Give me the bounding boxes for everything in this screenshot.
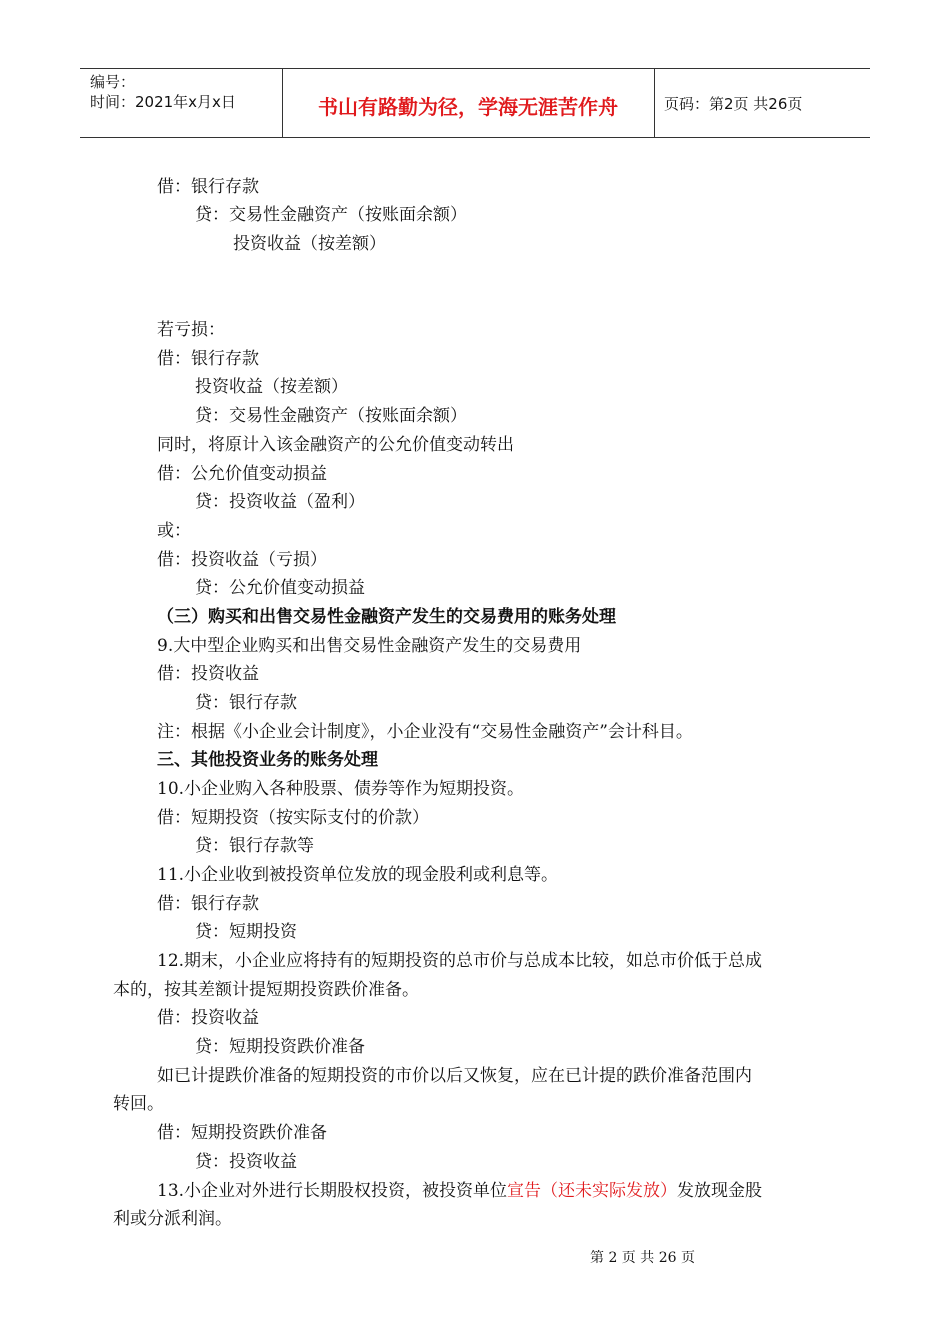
journal-credit-line: 投资收益（按差额） <box>233 234 386 254</box>
journal-credit-line: 贷：公允价值变动损益 <box>195 578 365 598</box>
note-line: 注：根据《小企业会计制度》，小企业没有“交易性金融资产”会计科目。 <box>157 722 693 742</box>
journal-debit-line: 借：投资收益（亏损） <box>157 550 327 570</box>
document-date: 时间：2021年x月x日 <box>90 93 236 111</box>
header-page-info: 页码：第2页 共26页 <box>664 95 803 113</box>
journal-debit-line: 借：银行存款 <box>157 177 259 197</box>
journal-credit-line: 贷：短期投资 <box>195 922 297 942</box>
text-line: 11.小企业收到被投资单位发放的现金股利或利息等。 <box>157 865 559 885</box>
journal-credit-line: 贷：银行存款等 <box>195 836 314 856</box>
journal-credit-line: 贷：交易性金融资产（按账面余额） <box>195 406 467 426</box>
journal-credit-line: 贷：短期投资跌价准备 <box>195 1037 365 1057</box>
text-line: 或： <box>157 521 191 541</box>
journal-credit-line: 贷：银行存款 <box>195 693 297 713</box>
text-line: 10.小企业购入各种股票、债券等作为短期投资。 <box>157 779 525 799</box>
text-line: 本的，按其差额计提短期投资跌价准备。 <box>113 980 419 1000</box>
journal-credit-line: 贷：投资收益 <box>195 1152 297 1172</box>
journal-debit-line: 借：短期投资跌价准备 <box>157 1123 327 1143</box>
journal-debit-line: 借：投资收益 <box>157 1008 259 1028</box>
header-divider <box>654 69 655 137</box>
text-line: 同时，将原计入该金融资产的公允价值变动转出 <box>157 435 514 455</box>
highlighted-text: 宣告（还未实际发放） <box>507 1181 678 1201</box>
journal-debit-line: 借：公允价值变动损益 <box>157 464 327 484</box>
text-line: 9.大中型企业购买和出售交易性金融资产发生的交易费用 <box>157 636 582 656</box>
page-footer: 第 2 页 共 26 页 <box>590 1250 695 1266</box>
journal-debit-line: 借：银行存款 <box>157 894 259 914</box>
document-number-label: 编号： <box>90 73 136 91</box>
journal-credit-line: 贷：交易性金融资产（按账面余额） <box>195 205 467 225</box>
section-heading: （三）购买和出售交易性金融资产发生的交易费用的账务处理 <box>157 607 616 627</box>
journal-debit-line: 借：投资收益 <box>157 664 259 684</box>
text-line: 12.期末，小企业应将持有的短期投资的总市价与总成本比较，如总市价低于总成 <box>157 951 763 971</box>
header-meta-cell <box>80 69 280 137</box>
text-line: 利或分派利润。 <box>113 1209 232 1229</box>
text-line <box>157 1181 762 1201</box>
section-heading: 三、其他投资业务的账务处理 <box>157 750 378 770</box>
text-span: 13.小企业对外进行长期股权投资，被投资单位 <box>157 1181 508 1201</box>
text-line: 转回。 <box>113 1094 164 1114</box>
header-motto: 书山有路勤为径，学海无涯苦作舟 <box>318 95 618 119</box>
text-line: 如已计提跌价准备的短期投资的市价以后又恢复，应在已计提的跌价准备范围内 <box>157 1066 752 1086</box>
journal-debit-line: 投资收益（按差额） <box>195 377 348 397</box>
text-span: 发放现金股 <box>677 1181 763 1201</box>
journal-debit-line: 借：银行存款 <box>157 349 259 369</box>
journal-debit-line: 借：短期投资（按实际支付的价款） <box>157 808 429 828</box>
page-header <box>80 68 870 138</box>
text-line: 若亏损： <box>157 320 225 340</box>
journal-credit-line: 贷：投资收益（盈利） <box>195 492 365 512</box>
